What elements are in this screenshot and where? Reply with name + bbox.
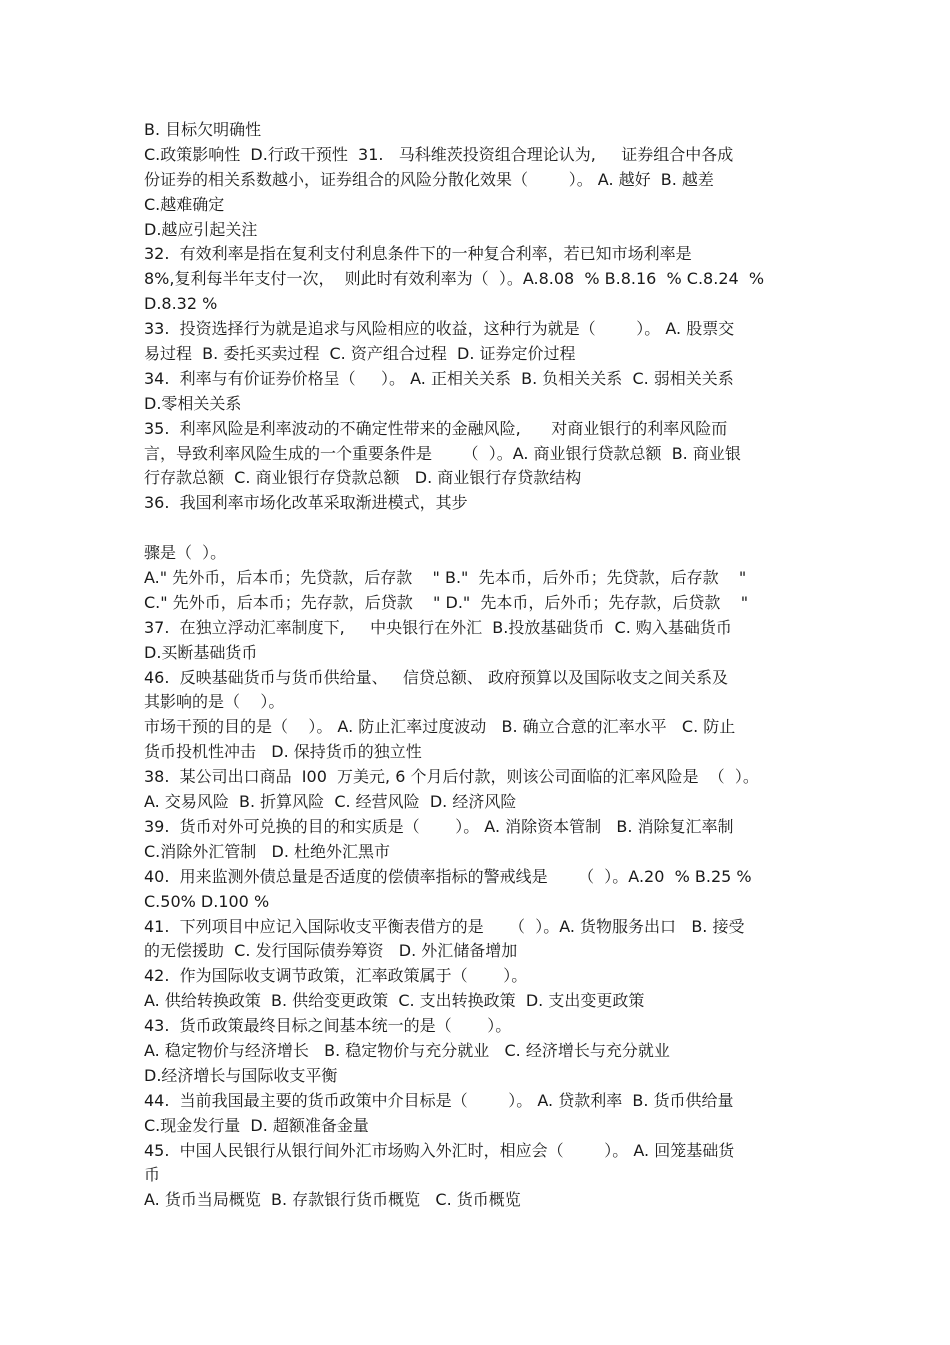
- text-line: 37. 在独立浮动汇率制度下, 中央银行在外汇 B.投放基础货币 C. 购入基础货币: [144, 617, 732, 637]
- text-line: 39. 货币对外可兑换的目的和实质是（ ）。 A. 消除资本管制 B. 消除复汇率制: [144, 816, 734, 836]
- text-line: 36. 我国利率市场化改革采取渐进模式，其步: [144, 493, 468, 513]
- text-line: 货币投机性冲击 D. 保持货币的独立性: [144, 742, 422, 762]
- text-line: 43. 货币政策最终目标之间基本统一的是（ ）。: [144, 1016, 512, 1036]
- text-line: A. 交易风险 B. 折算风险 C. 经营风险 D. 经济风险: [144, 792, 517, 812]
- text-line: [144, 516, 814, 541]
- text-line: 易过程 B. 委托买卖过程 C. 资产组合过程 D. 证券定价过程: [144, 344, 576, 364]
- text-line: A. 货币当局概览 B. 存款银行货币概览 C. 货币概览: [144, 1190, 521, 1210]
- text-line: 44. 当前我国最主要的货币政策中介目标是（ ）。 A. 贷款利率 B. 货币供给量: [144, 1090, 734, 1110]
- text-line: 8%,复利每半年支付一次， 则此时有效利率为（ ）。A.8.08 % B.8.16 % C.8.24 %: [144, 269, 765, 289]
- text-line: D.8.32 %: [144, 294, 218, 314]
- text-line: D.越应引起关注: [144, 219, 258, 239]
- text-line: 的无偿援助 C. 发行国际债券筹资 D. 外汇储备增加: [144, 941, 518, 961]
- text-line: D.零相关关系: [144, 393, 242, 413]
- text-line: 份证券的相关系数越小，证券组合的风险分散化效果（ ）。 A. 越好 B. 越差: [144, 169, 714, 189]
- text-line: A." 先外币，后本币；先贷款，后存款 " B." 先本币，后外币；先贷款，后存款 ": [144, 568, 747, 588]
- text-line: 38. 某公司出口商品 I00 万美元, 6 个月后付款，则该公司面临的汇率风险是 （ ）。: [144, 767, 759, 787]
- text-line: 45. 中国人民银行从银行间外汇市场购入外汇时，相应会（ ）。 A. 回笼基础货: [144, 1140, 735, 1160]
- text-line: C.政策影响性 D.行政干预性 31. 马科维茨投资组合理论认为, 证券组合中各成: [144, 144, 734, 164]
- text-line: D.买断基础货币: [144, 642, 258, 662]
- text-line: B. 目标欠明确性: [144, 120, 262, 139]
- text-line: C.消除外汇管制 D. 杜绝外汇黑市: [144, 841, 391, 861]
- text-line: 骤是（ ）。: [144, 543, 227, 563]
- text-line: C.50% D.100 %: [144, 891, 270, 911]
- text-line: C." 先外币，后本币；先存款，后贷款 " D." 先本币，后外币；先存款，后贷款 ": [144, 592, 749, 612]
- text-line: C.越难确定: [144, 194, 225, 214]
- text-line: 32. 有效利率是指在复利支付利息条件下的一种复合利率，若已知市场利率是: [144, 244, 692, 264]
- text-line: D.经济增长与国际收支平衡: [144, 1065, 338, 1085]
- text-line: 市场干预的目的是（ ）。 A. 防止汇率过度波动 B. 确立合意的汇率水平 C. 防止: [144, 717, 736, 737]
- text-line: 34. 利率与有价证券价格呈（ ）。 A. 正相关关系 B. 负相关关系 C. 弱相关关系: [144, 368, 734, 388]
- text-line: 其影响的是（ ）。: [144, 692, 285, 712]
- text-line: A. 稳定物价与经济增长 B. 稳定物价与充分就业 C. 经济增长与充分就业: [144, 1040, 670, 1060]
- text-line: A. 供给转换政策 B. 供给变更政策 C. 支出转换政策 D. 支出变更政策: [144, 991, 645, 1011]
- text-line: 41. 下列项目中应记入国际收支平衡表借方的是 （ ）。A. 货物服务出口 B. 接受: [144, 916, 745, 936]
- text-line: 42. 作为国际收支调节政策，汇率政策属于（ ）。: [144, 966, 528, 986]
- text-line: 46. 反映基础货币与货币供给量、 信贷总额、 政府预算以及国际收支之间关系及: [144, 667, 728, 687]
- text-line: 40. 用来监测外债总量是否适度的偿债率指标的警戒线是 （ ）。A.20 % B.25 %: [144, 866, 752, 886]
- text-line: 言，导致利率风险生成的一个重要条件是 （ ）。A. 商业银行贷款总额 B. 商业银: [144, 443, 741, 463]
- text-line: 币: [144, 1165, 161, 1185]
- text-line: 35. 利率风险是利率波动的不确定性带来的金融风险, 对商业银行的利率风险而: [144, 418, 728, 438]
- text-line: C.现金发行量 D. 超额准备金量: [144, 1115, 369, 1135]
- text-line: 33. 投资选择行为就是追求与风险相应的收益，这种行为就是（ ）。 A. 股票交: [144, 319, 735, 339]
- text-line: 行存款总额 C. 商业银行存贷款总额 D. 商业银行存贷款结构: [144, 468, 582, 488]
- document-text-body: [144, 118, 814, 1213]
